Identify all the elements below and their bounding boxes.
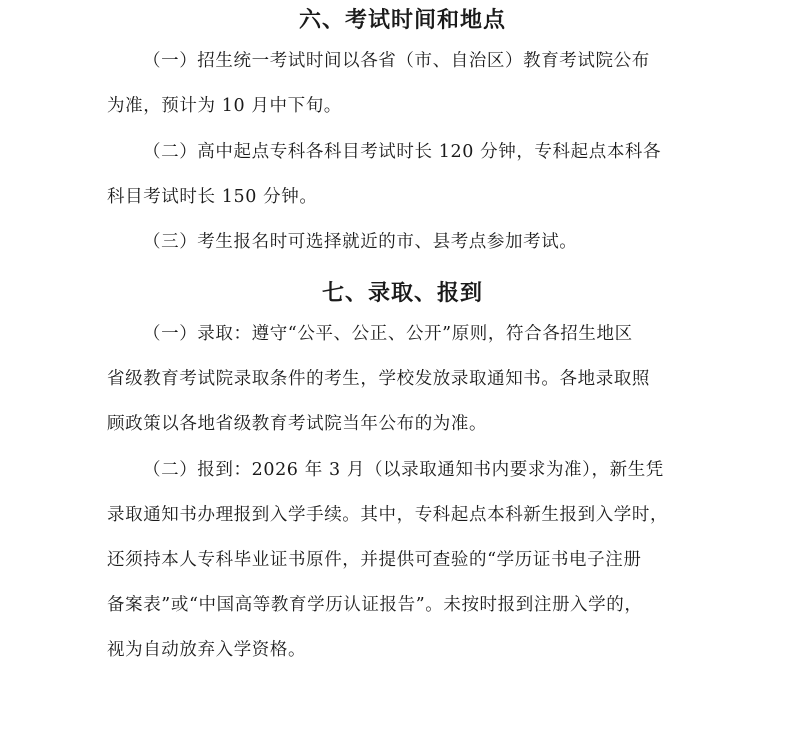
section-7-paragraph-2-line-1: （二）报到：2026 年 3 月（以录取通知书内要求为准），新生凭: [143, 460, 664, 480]
section-7-paragraph-1-line-1: （一）录取：遵守“公平、公正、公开”原则，符合各招生地区: [143, 324, 633, 344]
section-6-paragraph-3-line-1: （三）考生报名时可选择就近的市、县考点参加考试。: [143, 232, 578, 252]
section-7-paragraph-1-line-3: 顾政策以各地省级教育考试院当年公布的为准。: [107, 414, 488, 434]
section-6-heading: 六、考试时间和地点: [298, 8, 506, 33]
section-6-paragraph-1-line-1: （一）招生统一考试时间以各省（市、自治区）教育考试院公布: [143, 51, 650, 71]
section-7-paragraph-1-line-2: 省级教育考试院录取条件的考生，学校发放录取通知书。各地录取照: [107, 369, 650, 389]
section-6-paragraph-2-line-2: 科目考试时长 150 分钟。: [107, 187, 318, 207]
section-7-heading: 七、录取、报到: [321, 281, 483, 306]
section-7-paragraph-2-line-5: 视为自动放弃入学资格。: [107, 640, 307, 660]
section-7-paragraph-2-line-4: 备案表”或“中国高等教育学历认证报告”。未按时报到注册入学的，: [107, 595, 643, 615]
section-7-paragraph-2-line-3: 还须持本人专科毕业证书原件，并提供可查验的“学历证书电子注册: [107, 550, 642, 570]
section-7-paragraph-2-line-2: 录取通知书办理报到入学手续。其中，专科起点本科新生报到入学时，: [107, 505, 669, 525]
section-6-paragraph-2-line-1: （二）高中起点专科各科目考试时长 120 分钟，专科起点本科各: [143, 142, 662, 162]
section-6-paragraph-1-line-2: 为准，预计为 10 月中下旬。: [107, 96, 342, 116]
